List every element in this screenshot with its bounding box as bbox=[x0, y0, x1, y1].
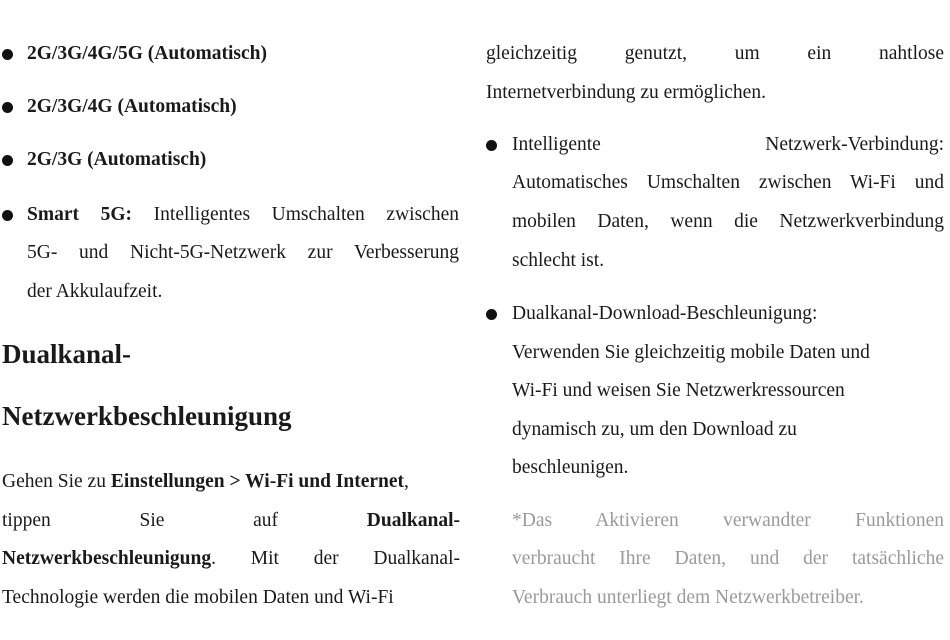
bullet-dot-icon bbox=[2, 102, 13, 113]
dualkanal-label: Dualkanal- bbox=[366, 510, 460, 531]
para-line-1 bbox=[2, 471, 409, 493]
b2-line-3: Wi-Fi und weisen Sie Netzwerkressourcen bbox=[512, 380, 845, 401]
b1-line-2: Automatisches Umschalten zwischen Wi-Fi und bbox=[512, 172, 944, 193]
b1-line-3: mobilen Daten, wenn die Netzwerkverbindung bbox=[512, 211, 944, 232]
mode-item-2g-3g-4g: 2G/3G/4G (Automatisch) bbox=[27, 96, 237, 117]
note-line-3: Verbrauch unterliegt dem Netzwerkbetreiber. bbox=[512, 587, 864, 608]
bullet-dot-icon bbox=[2, 49, 13, 60]
section-heading-line-1: Dualkanal- bbox=[2, 339, 132, 369]
b2-line-2: Verwenden Sie gleichzeitig mobile Daten und bbox=[512, 342, 870, 363]
mode-item-2g-3g: 2G/3G (Automatisch) bbox=[27, 149, 207, 170]
b2-line-4: dynamisch zu, um den Download zu bbox=[512, 419, 797, 440]
smart-5g-line-2: 5G- und Nicht-5G-Netzwerk zur Verbesserung bbox=[27, 242, 459, 263]
section-heading-line-2: Netzwerkbeschleunigung bbox=[2, 401, 292, 431]
para-text: tippen Sie auf bbox=[2, 510, 367, 531]
bullet-dot-icon bbox=[486, 309, 497, 320]
note-line-1: *Das Aktivieren verwandter Funktionen bbox=[512, 510, 944, 531]
para-text: , bbox=[404, 471, 409, 492]
bullet-dot-icon bbox=[486, 140, 497, 151]
para-text: . Mit der Dualkanal- bbox=[211, 548, 460, 569]
para-line-3 bbox=[2, 548, 460, 570]
b2-line-1: Dualkanal-Download-Beschleunigung: bbox=[512, 303, 818, 324]
mode-item-2g-3g-4g-5g: 2G/3G/4G/5G (Automatisch) bbox=[27, 43, 267, 64]
para-line-4: Technologie werden die mobilen Daten und Wi-Fi bbox=[2, 587, 394, 608]
cont-line-1: gleichzeitig genutzt, um ein nahtlose bbox=[486, 43, 944, 64]
cont-line-2: Internetverbindung zu ermöglichen. bbox=[486, 82, 766, 103]
b1-text: Intelligente bbox=[512, 134, 601, 155]
smart-5g-label: Smart 5G: bbox=[27, 204, 133, 225]
b1-line-4: schlecht ist. bbox=[512, 250, 605, 271]
b1-line-1 bbox=[512, 134, 944, 156]
para-text: Gehen Sie zu bbox=[2, 471, 111, 492]
smart-5g-line-3: der Akkulaufzeit. bbox=[27, 281, 163, 302]
para-line-2 bbox=[2, 510, 460, 532]
b2-line-5: beschleunigen. bbox=[512, 457, 629, 478]
note-line-2: verbraucht Ihre Daten, und der tatsächliche bbox=[512, 548, 944, 569]
smart-5g-line-1 bbox=[27, 204, 459, 226]
bullet-dot-icon bbox=[2, 155, 13, 166]
b1-text: Netzwerk-Verbindung: bbox=[765, 134, 944, 155]
netzwerkbeschleunigung-label: Netzwerkbeschleunigung bbox=[2, 548, 212, 569]
settings-path: Einstellungen > Wi-Fi und Internet bbox=[110, 471, 405, 492]
smart-5g-text: Intelligentes Umschalten zwischen bbox=[153, 204, 459, 225]
bullet-dot-icon bbox=[2, 210, 13, 221]
